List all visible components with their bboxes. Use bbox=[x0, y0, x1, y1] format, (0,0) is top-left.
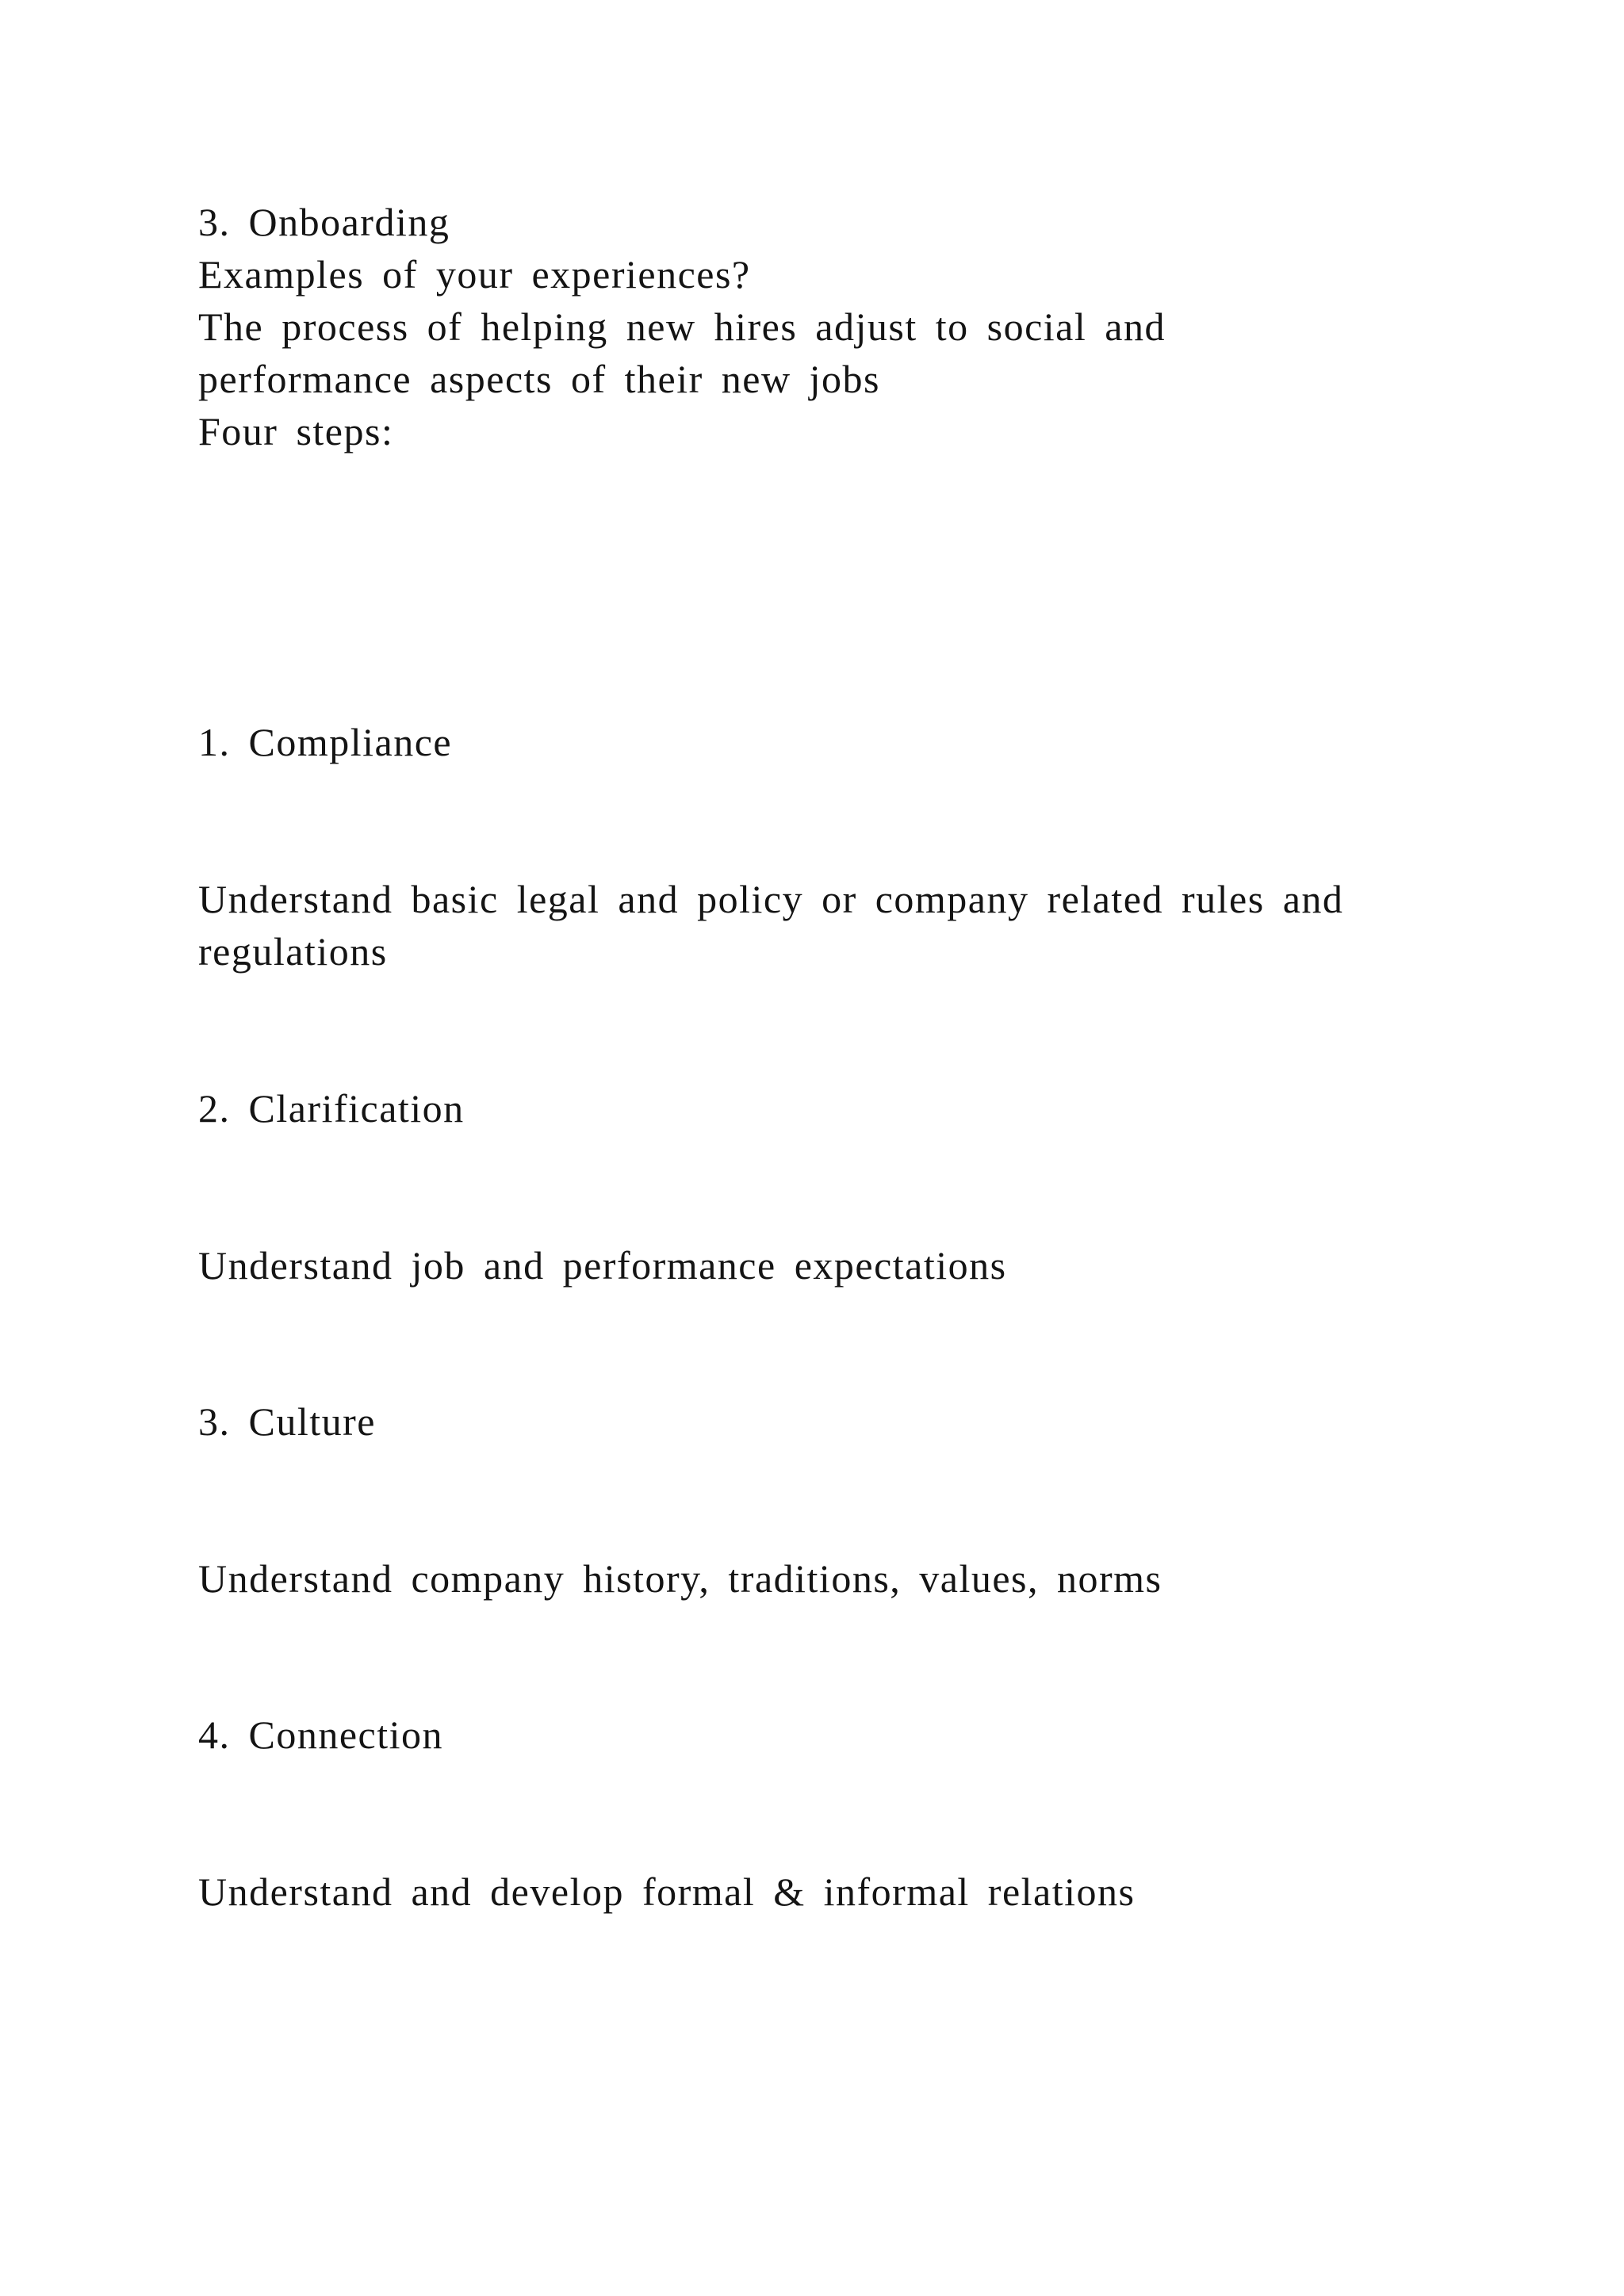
section-heading: 3. Onboarding bbox=[198, 200, 450, 244]
steps-intro: Four steps: bbox=[198, 409, 394, 453]
step-1-title: 1. Compliance bbox=[198, 720, 453, 764]
step-4-title: 4. Connection bbox=[198, 1712, 444, 1757]
definition-line-1: The process of helping new hires adjust to social and bbox=[198, 304, 1166, 349]
step-3-description: Understand company history, traditions, values, norms bbox=[198, 1556, 1162, 1601]
step-1-description-line-1: Understand basic legal and policy or company related rules and bbox=[198, 877, 1344, 921]
step-1-description-line-2: regulations bbox=[198, 929, 388, 974]
step-2-description: Understand job and performance expectations bbox=[198, 1243, 1007, 1288]
step-4-description: Understand and develop formal & informal relations bbox=[198, 1869, 1136, 1914]
question-text: Examples of your experiences? bbox=[198, 252, 751, 297]
step-2-title: 2. Clarification bbox=[198, 1086, 465, 1131]
definition-line-2: performance aspects of their new jobs bbox=[198, 357, 880, 401]
step-3-title: 3. Culture bbox=[198, 1399, 376, 1444]
